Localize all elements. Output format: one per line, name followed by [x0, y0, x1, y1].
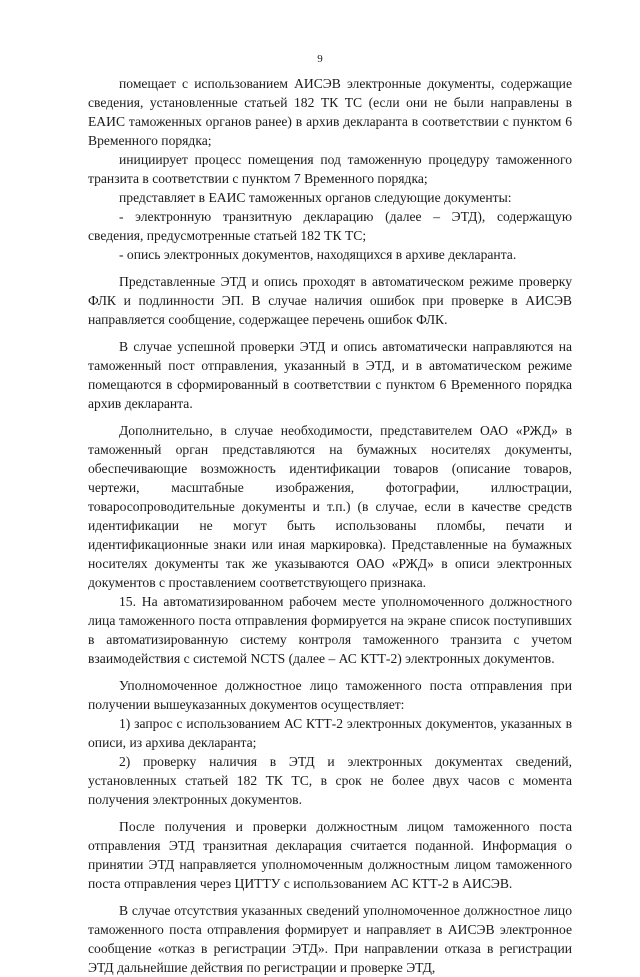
list-item: 1) запрос с использованием АС КТТ-2 электронных документов, указанных в описи, из архива декларанта;	[88, 716, 572, 750]
paragraph: Представленные ЭТД и опись проходят в автоматическом режиме проверку ФЛК и подлинности ЭП. В случае наличия ошибок при проверке в АИСЭВ направляется сообщение, содержащее перечень ошибок ФЛК.	[88, 274, 572, 327]
list-item: - электронную транзитную декларацию (далее – ЭТД), содержащую сведения, предусмотренные статьей 182 ТК ТС;	[88, 209, 572, 243]
page-number: 9	[317, 53, 323, 65]
paragraph: помещает с использованием АИСЭВ электронные документы, содержащие сведения, установленные статьей 182 ТК ТС (если они не были направлены в ЕАИС таможенных органов ранее) в архив декларанта в соответствии с пунктом 6 Временного порядка;	[88, 76, 572, 148]
paragraph: После получения и проверки должностным лицом таможенного поста отправления ЭТД транзитная декларация считается поданной. Информация о принятии ЭТД направляется уполномоченным должностным лицом таможенного поста отправления через ЦИТТУ с использованием АС КТТ-2 в АИСЭВ.	[88, 819, 572, 891]
section-paragraph: 15. На автоматизированном рабочем месте уполномоченного должностного лица таможенного поста отправления формируется на экране список поступивших в автоматизированную систему контроля таможенного транзита с учетом взаимодействия с системой NCTS (далее – АС КТТ-2) электронных документов.	[88, 594, 572, 666]
paragraph: Дополнительно, в случае необходимости, представителем ОАО «РЖД» в таможенный орган представляются на бумажных носителях документы, обеспечивающие возможность идентификации товаров (описание товаров, чертежи, масштабные изображения, фотографии, иллюстрации, товаросопроводительные документы и т.п.) (в случае, если в качестве средств идентификации не могут быть использованы пломбы, печати и идентификационные знаки или иная маркировка). Представленные на бумажных носителях документы так же указываются ОАО «РЖД» в описи электронных документов с проставлением соответствующего признака.	[88, 423, 572, 590]
paragraph: В случае отсутствия указанных сведений уполномоченное должностное лицо таможенного поста отправления формирует и направляет в АИСЭВ электронное сообщение «отказ в регистрации ЭТД». При направлении отказа в регистрации ЭТД дальнейшие действия по регистрации и проверке ЭТД,	[88, 903, 572, 975]
list-item: - опись электронных документов, находящихся в архиве декларанта.	[119, 247, 517, 262]
paragraph: инициирует процесс помещения под таможенную процедуру таможенного транзита в соответствии с пунктом 7 Временного порядка;	[88, 152, 572, 186]
paragraph: В случае успешной проверки ЭТД и опись автоматически направляются на таможенный пост отправления, указанный в ЭТД, и в автоматическом режиме помещаются в сформированный в соответствии с пунктом 6 Временного порядка архив декларанта.	[88, 339, 572, 411]
paragraph: представляет в ЕАИС таможенных органов следующие документы:	[119, 190, 512, 205]
list-item: 2) проверку наличия в ЭТД и электронных документах сведений, установленных статьей 182 ТК ТС, в срок не более двух часов с момента получения электронных документов.	[88, 754, 572, 807]
paragraph: Уполномоченное должностное лицо таможенного поста отправления при получении вышеуказанных документов осуществляет:	[88, 678, 572, 712]
body-text	[88, 74, 572, 977]
